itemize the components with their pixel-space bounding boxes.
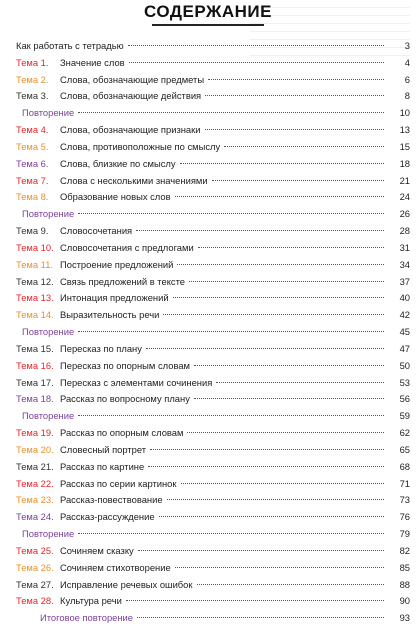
entry-title [0,476,177,493]
toc-entry[interactable] [0,577,416,594]
entry-title [0,105,74,122]
entry-title [0,274,185,291]
toc-entry-intro[interactable] [0,38,416,55]
entry-title [0,341,142,358]
page-number: 31 [399,241,410,253]
entry-text: Повторение [22,107,75,119]
leader-dots [198,247,384,248]
theme-number: Тема 11. [16,258,54,270]
toc-entry[interactable] [0,173,416,190]
entry-title [0,173,208,190]
theme-number: Тема 7. [16,174,49,186]
page-number: 85 [399,561,410,573]
theme-number: Тема 19. [16,427,54,439]
page-number: 40 [399,292,410,304]
entry-text: Рассказ по вопросному плану [60,393,190,405]
review-entry[interactable] [0,408,416,425]
entry-title [0,324,74,341]
entry-text: Слова с несколькими значениями [60,174,208,186]
page-number: 45 [399,326,410,338]
page-number: 73 [399,494,410,506]
table-of-contents [0,38,416,627]
entry-title [0,156,176,173]
page-number: 50 [399,359,410,371]
page-number: 18 [399,157,410,169]
leader-dots [208,79,384,80]
entry-text: Сочиняем стихотворение [60,561,171,573]
page-number: 3 [404,40,410,51]
theme-number: Тема 21. [16,460,54,472]
entry-title [0,442,146,459]
page-number: 26 [399,208,410,220]
entry-title [0,509,155,526]
entry-text: Культура речи [60,595,122,607]
entry-title [0,55,125,72]
toc-entry[interactable] [0,459,416,476]
leader-dots [197,584,385,585]
page-number: 93 [399,612,410,624]
theme-number: Тема 3. [16,90,49,102]
entry-text: Итоговое повторение [40,612,133,624]
theme-number: Тема 9. [16,225,49,237]
review-entry[interactable] [0,526,416,543]
toc-entry[interactable] [0,240,416,257]
page-number: 6 [404,73,410,85]
toc-entry[interactable] [0,358,416,375]
leader-dots [78,533,384,534]
entry-text: Слова, обозначающие признаки [60,124,201,136]
entry-title [0,290,169,307]
page-number: 53 [399,376,410,388]
entry-text: Слова, близкие по смыслу [60,157,176,169]
leader-dots [187,432,384,433]
entry-text: Повторение [22,410,75,422]
toc-entry[interactable] [0,72,416,89]
entry-text: Повторение [22,326,75,338]
entry-text: Образование новых слов [60,191,171,203]
theme-number: Тема 28. [16,595,54,607]
toc-entry[interactable] [0,375,416,392]
leader-dots [180,163,384,164]
entry-title [0,122,201,139]
review-entry[interactable] [0,206,416,223]
page-number: 88 [399,578,410,590]
entry-text: Пересказ по плану [60,342,142,354]
toc-entry[interactable] [0,55,416,72]
toc-entry[interactable] [0,476,416,493]
leader-dots [212,180,384,181]
toc-entry[interactable] [0,290,416,307]
entry-title [0,189,171,206]
page-number: 8 [404,90,410,102]
leader-dots [175,567,384,568]
entry-title [0,358,190,375]
page-number: 10 [399,107,410,119]
theme-number: Тема 22. [16,477,54,489]
page-number: 65 [399,443,410,455]
entry-text: Рассказ по опорным словам [60,427,184,439]
entry-text: Рассказ-рассуждение [60,511,155,523]
leader-dots [150,449,384,450]
leader-dots [173,297,384,298]
leader-dots [189,281,384,282]
review-entry[interactable] [0,324,416,341]
leader-dots [78,331,384,332]
entry-title [0,408,74,425]
entry-text: Слова, противоположные по смыслу [60,140,221,152]
entry-text: Словесный портрет [60,443,147,455]
theme-number: Тема 13. [16,292,54,304]
entry-title [0,543,134,560]
leader-dots [205,129,385,130]
theme-number: Тема 14. [16,309,54,321]
entry-title [0,610,133,627]
leader-dots [216,382,384,383]
toc-entry[interactable] [0,189,416,206]
toc-entry[interactable] [0,156,416,173]
leader-dots [163,314,384,315]
entry-text: Выразительность речи [60,309,160,321]
leader-dots [224,146,384,147]
entry-text: Как работать с тетрадью [16,40,124,51]
toc-entry[interactable] [0,223,416,240]
theme-number: Тема 1. [16,56,49,68]
leader-dots [175,196,384,197]
page-number: 79 [399,528,410,540]
page-number: 34 [399,258,410,270]
final-review-entry[interactable] [0,610,416,627]
page-number: 28 [399,225,410,237]
theme-number: Тема 6. [16,157,49,169]
entry-text: Связь предложений в тексте [60,275,185,287]
entry-title [0,257,173,274]
entry-text: Повторение [22,528,75,540]
entry-title [0,223,132,240]
page-number: 24 [399,191,410,203]
entry-text: Рассказ по картине [60,460,145,472]
entry-text: Повторение [22,208,75,220]
toc-entry[interactable] [0,509,416,526]
entry-title [0,492,163,509]
leader-dots [181,483,385,484]
review-entry[interactable] [0,105,416,122]
page-number: 13 [399,124,410,136]
theme-number: Тема 26. [16,561,54,573]
toc-entry[interactable] [0,442,416,459]
toc-entry[interactable] [0,425,416,442]
toc-entry[interactable] [0,341,416,358]
entry-title [0,577,193,594]
entry-title [0,391,190,408]
leader-dots [136,230,384,231]
theme-number: Тема 18. [16,393,54,405]
toc-entry[interactable] [0,492,416,509]
toc-entry[interactable] [0,391,416,408]
entry-text: Пересказ по опорным словам [60,359,190,371]
page-number: 82 [399,544,410,556]
leader-dots [194,365,384,366]
leader-dots [159,516,384,517]
entry-title [0,526,74,543]
theme-number: Тема 17. [16,376,54,388]
page-number: 56 [399,393,410,405]
entry-title [0,72,204,89]
entry-text: Значение слов [60,56,125,68]
entry-title [0,459,144,476]
theme-number: Тема 10. [16,241,54,253]
page-number: 71 [399,477,410,489]
entry-title [0,593,122,610]
page-number: 59 [399,410,410,422]
entry-title [0,206,74,223]
page-number: 37 [399,275,410,287]
entry-text: Рассказ по серии картинок [60,477,177,489]
leader-dots [129,62,384,63]
page-number: 4 [404,56,410,68]
theme-number: Тема 2. [16,73,49,85]
entry-title [0,307,159,324]
page-number: 76 [399,511,410,523]
entry-text: Исправление речевых ошибок [60,578,193,590]
page-number: 68 [399,460,410,472]
theme-number: Тема 4. [16,124,49,136]
leader-dots [205,95,384,96]
toc-entry[interactable] [0,274,416,291]
entry-title [0,425,183,442]
entry-text: Слова, обозначающие предметы [60,73,205,85]
leader-dots [194,398,384,399]
toc-entry[interactable] [0,122,416,139]
leader-dots [146,348,384,349]
leader-dots [78,415,384,416]
toc-entry[interactable] [0,139,416,156]
entry-title [0,38,124,55]
leader-dots [137,617,384,618]
theme-number: Тема 12. [16,275,54,287]
toc-entry[interactable] [0,593,416,610]
entry-title [0,375,212,392]
leader-dots [128,45,384,46]
leader-dots [148,466,384,467]
entry-text: Построение предложений [60,258,174,270]
page-number: 42 [399,309,410,321]
entry-text: Сочиняем сказку [60,544,134,556]
theme-number: Тема 23. [16,494,54,506]
entry-text: Пересказ с элементами сочинения [60,376,213,388]
entry-text: Слова, обозначающие действия [60,90,202,102]
page-number: 90 [399,595,410,607]
toc-entry[interactable] [0,257,416,274]
page-number: 21 [399,174,410,186]
page-number: 62 [399,427,410,439]
page-number: 47 [399,342,410,354]
leader-dots [78,213,384,214]
theme-number: Тема 24. [16,511,54,523]
theme-number: Тема 5. [16,140,49,152]
entry-text: Интонация предложений [60,292,169,304]
theme-number: Тема 27. [16,578,54,590]
theme-number: Тема 20. [16,443,54,455]
leader-dots [167,499,384,500]
toc-entry[interactable] [0,543,416,560]
theme-number: Тема 8. [16,191,49,203]
entry-title [0,139,220,156]
entry-text: Рассказ-повествование [60,494,163,506]
leader-dots [126,600,384,601]
theme-number: Тема 15. [16,342,54,354]
leader-dots [138,550,384,551]
entry-text: Словосочетания с предлогами [60,241,194,253]
entry-title [0,560,171,577]
leader-dots [177,264,384,265]
entry-title [0,240,194,257]
page-number: 15 [399,140,410,152]
entry-title [0,88,201,105]
page-title: СОДЕРЖАНИЕ [0,2,416,26]
leader-dots [78,112,384,113]
toc-entry[interactable] [0,307,416,324]
theme-number: Тема 16. [16,359,54,371]
entry-text: Словосочетания [60,225,133,237]
theme-number: Тема 25. [16,544,54,556]
toc-entry[interactable] [0,88,416,105]
toc-entry[interactable] [0,560,416,577]
